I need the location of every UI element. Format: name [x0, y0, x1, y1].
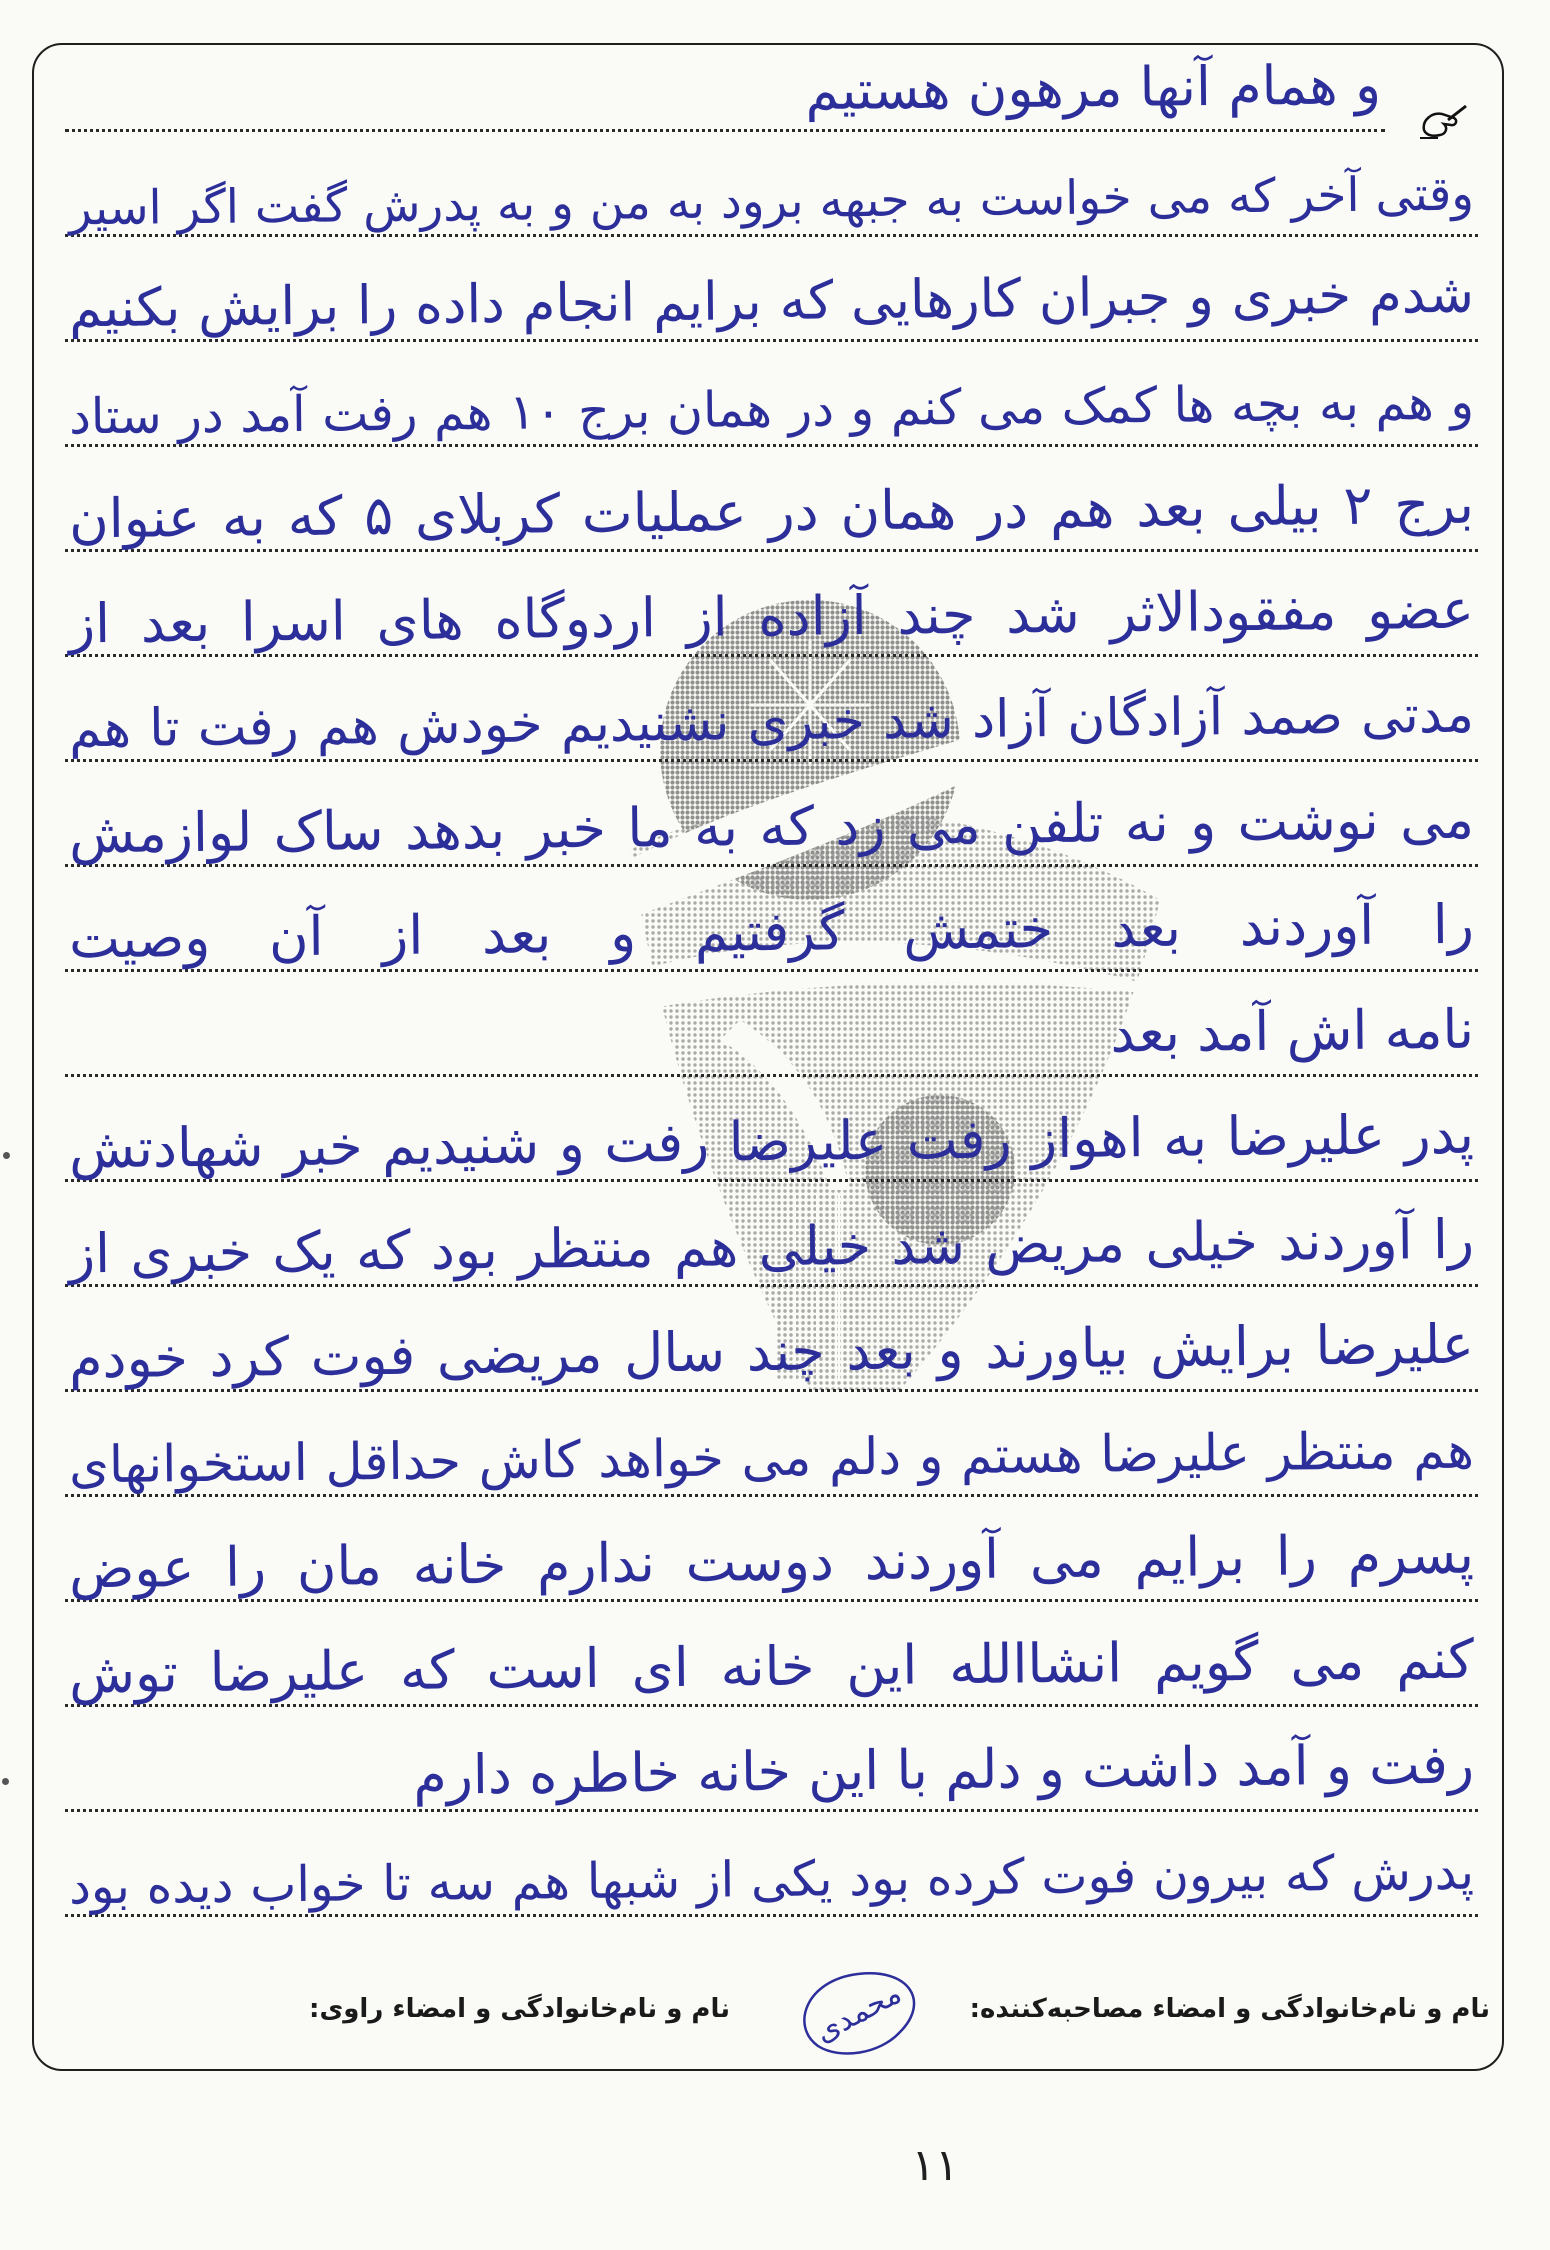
handwritten-line: [65, 1602, 1478, 1707]
scan-mark: [2, 1778, 9, 1785]
handwritten-line: [65, 237, 1478, 342]
handwritten-line: [65, 1707, 1478, 1812]
handwritten-line: [65, 972, 1478, 1077]
handwritten-line-text: پسرم را برایم می آوردند دوست ندارم خانه مان را عوض: [68, 1522, 1475, 1601]
handwritten-line-text: را آوردند خیلی مریض شد خیلی هم منتظر بود که یک خبری از: [68, 1207, 1475, 1286]
handwritten-line: [65, 1497, 1478, 1602]
handwritten-line: [65, 1077, 1478, 1182]
handwritten-line: [65, 1287, 1478, 1392]
handwritten-line-text: علیرضا برایش بیاورند و بعد چند سال مریضی فوت کرد خودم: [68, 1312, 1475, 1391]
signature-text: محمدی: [809, 1975, 908, 2050]
handwritten-line-text: شدم خبری و جبران کارهایی که برایم انجام داده را برایش بکنیم: [68, 263, 1475, 340]
handwritten-line: [65, 27, 1385, 132]
handwritten-line: [65, 132, 1478, 237]
handwritten-line-text: وقتی آخر که می خواست به جبهه برود به من و به پدرش گفت اگر اسیر: [68, 166, 1475, 237]
handwritten-line: [65, 552, 1478, 657]
handwritten-line: [65, 1182, 1478, 1287]
handwritten-line: [65, 657, 1478, 762]
handwritten-line-text: می نوشت و نه تلفن می زد که به ما خبر بدهد ساک لوازمش: [68, 787, 1475, 866]
handwritten-line-text: پدر علیرضا به اهواز رفت علیرضا رفت و شنیدیم خبر شهادتش: [68, 1102, 1475, 1181]
handwritten-line: [65, 1812, 1478, 1917]
handwritten-line-text: برج ۲ بیلی بعد هم در همان در عملیات کربلای ۵ که به عنوان: [68, 472, 1475, 551]
handwritten-body: [65, 27, 1478, 1917]
handwritten-line-text: پدرش که بیرون فوت کرده بود یکی از شبها هم سه تا خواب دیده بود: [68, 1843, 1475, 1916]
handwritten-line: [65, 342, 1478, 447]
narrator-signature-label: نام و نام‌خانوادگی و امضاء راوی:: [309, 1994, 730, 2024]
scan-mark: [3, 1152, 10, 1159]
page-number: ۱۱: [911, 2140, 959, 2191]
handwritten-line: [65, 762, 1478, 867]
interviewer-signature: [788, 1960, 930, 2064]
handwritten-line-text: و همام آنها مرهون هستیم: [805, 52, 1382, 122]
handwritten-line-text: رفت و آمد داشت و دلم با این خانه خاطره دارم: [413, 1732, 1475, 1807]
handwritten-line-text: مدتی صمد آزادگان آزاد شد خبری نشنیدیم خودش هم رفت تا هم: [68, 685, 1475, 760]
handwritten-line-text: را آوردند بعد ختمش گرفتیم و بعد از آن وصیت: [68, 892, 1475, 971]
handwritten-line-text: کنم می گویم انشاالله این خانه ای است که علیرضا توش: [68, 1627, 1475, 1706]
handwritten-line: [65, 447, 1478, 552]
handwritten-line-text: عضو مفقودالاثر شد چند آزاده از اردوگاه های اسرا بعد از: [68, 577, 1475, 656]
handwritten-line: [65, 867, 1478, 972]
interviewer-signature-label: نام و نام‌خانوادگی و امضاء مصاحبه‌کننده:: [969, 1994, 1490, 2024]
handwritten-line-text: نامه اش آمد بعد: [1110, 997, 1475, 1065]
handwritten-line-text: هم منتظر علیرضا هستم و دلم می خواهد کاش حداقل استخوانهای: [68, 1421, 1475, 1496]
handwritten-line: [65, 1392, 1478, 1497]
handwritten-line-text: و هم به بچه ها کمک می کنم و در همان برج ۱۰ هم رفت آمد در ستاد: [68, 373, 1475, 446]
